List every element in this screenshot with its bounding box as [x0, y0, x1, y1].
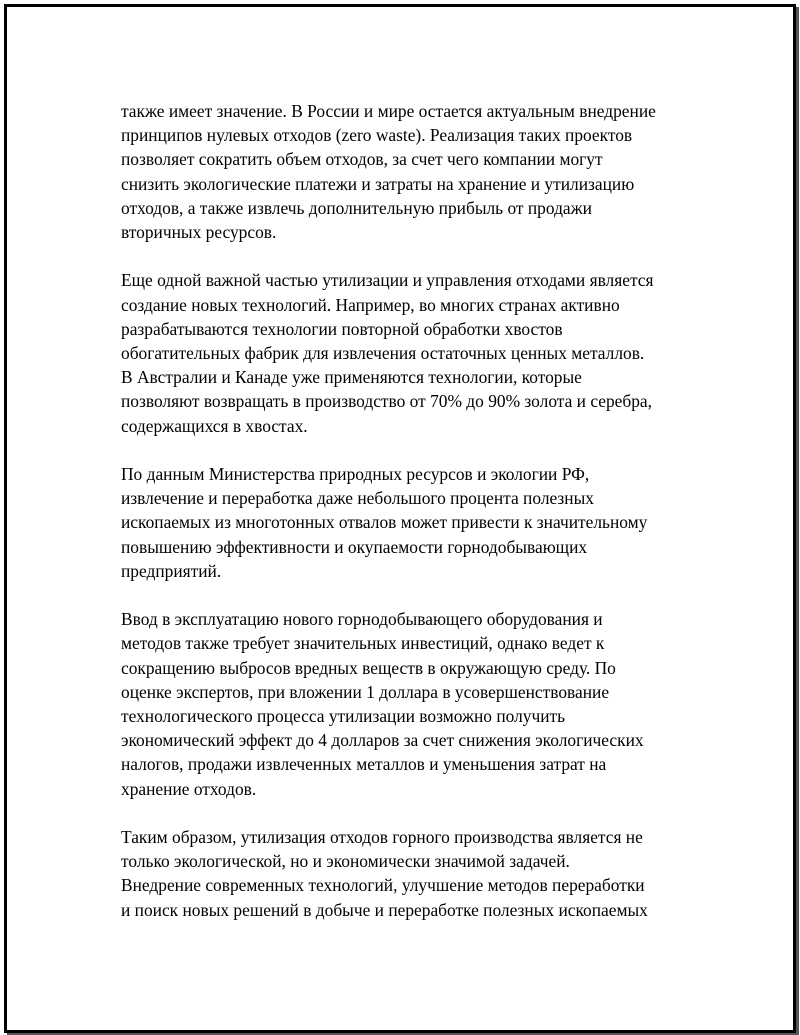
- document-body: [121, 99, 691, 922]
- text-line: вторичных ресурсов.: [121, 222, 277, 243]
- text-line: В Австралии и Канаде уже применяются технологии, которые: [121, 367, 582, 388]
- text-line: По данным Министерства природных ресурсов и экологии РФ,: [121, 464, 590, 485]
- text-line: экономический эффект до 4 долларов за счет снижения экологических: [121, 730, 644, 751]
- text-line: налогов, продажи извлеченных металлов и уменьшения затрат на: [121, 754, 607, 775]
- text-line: методов также требует значительных инвестиций, однако ведет к: [121, 633, 605, 654]
- text-line: Еще одной важной частью утилизации и управления отходами является: [121, 270, 654, 291]
- document-page: [4, 4, 796, 1033]
- text-line: позволяет сократить объем отходов, за счет чего компании могут: [121, 149, 603, 170]
- text-line: повышению эффективности и окупаемости горнодобывающих: [121, 536, 588, 557]
- text-line: содержащихся в хвостах.: [121, 415, 308, 436]
- text-line: также имеет значение. В России и мире остается актуальным внедрение: [121, 101, 656, 121]
- text-line: разрабатываются технологии повторной обработки хвостов: [121, 318, 563, 339]
- text-line: сокращению выбросов вредных веществ в окружающую среду. По: [121, 657, 616, 678]
- text-line: обогатительных фабрик для извлечения остаточных ценных металлов.: [121, 343, 645, 364]
- text-line: предприятий.: [121, 560, 222, 581]
- text-line: извлечение и переработка даже небольшого процента полезных: [121, 488, 594, 509]
- text-line: только экологической, но и экономически значимой задачей.: [121, 851, 570, 872]
- text-line: позволяют возвращать в производство от 70% до 90% золота и серебра,: [121, 391, 652, 412]
- paragraph-2: [121, 268, 691, 437]
- text-line: создание новых технологий. Например, во многих странах активно: [121, 294, 620, 315]
- text-line: Внедрение современных технологий, улучшение методов переработки: [121, 875, 645, 896]
- text-line: отходов, а также извлечь дополнительную прибыль от продажи: [121, 197, 592, 218]
- text-line: хранение отходов.: [121, 778, 257, 799]
- text-line: технологического процесса утилизации возможно получить: [121, 706, 566, 727]
- text-line: ископаемых из многотонных отвалов может привести к значительному: [121, 512, 648, 533]
- text-line: Ввод в эксплуатацию нового горнодобывающего оборудования и: [121, 609, 603, 630]
- text-line: Таким образом, утилизация отходов горного производства является не: [121, 827, 643, 848]
- text-line: снизить экологические платежи и затраты на хранение и утилизацию: [121, 173, 635, 194]
- paragraph-4: [121, 607, 691, 801]
- paragraph-1: [121, 99, 691, 244]
- text-line: и поиск новых решений в добыче и переработке полезных ископаемых: [121, 899, 648, 920]
- text-line: принципов нулевых отходов (zero waste). Реализация таких проектов: [121, 125, 633, 146]
- paragraph-5: [121, 825, 691, 922]
- paragraph-3: [121, 462, 691, 583]
- text-line: оценке экспертов, при вложении 1 доллара в усовершенствование: [121, 681, 610, 702]
